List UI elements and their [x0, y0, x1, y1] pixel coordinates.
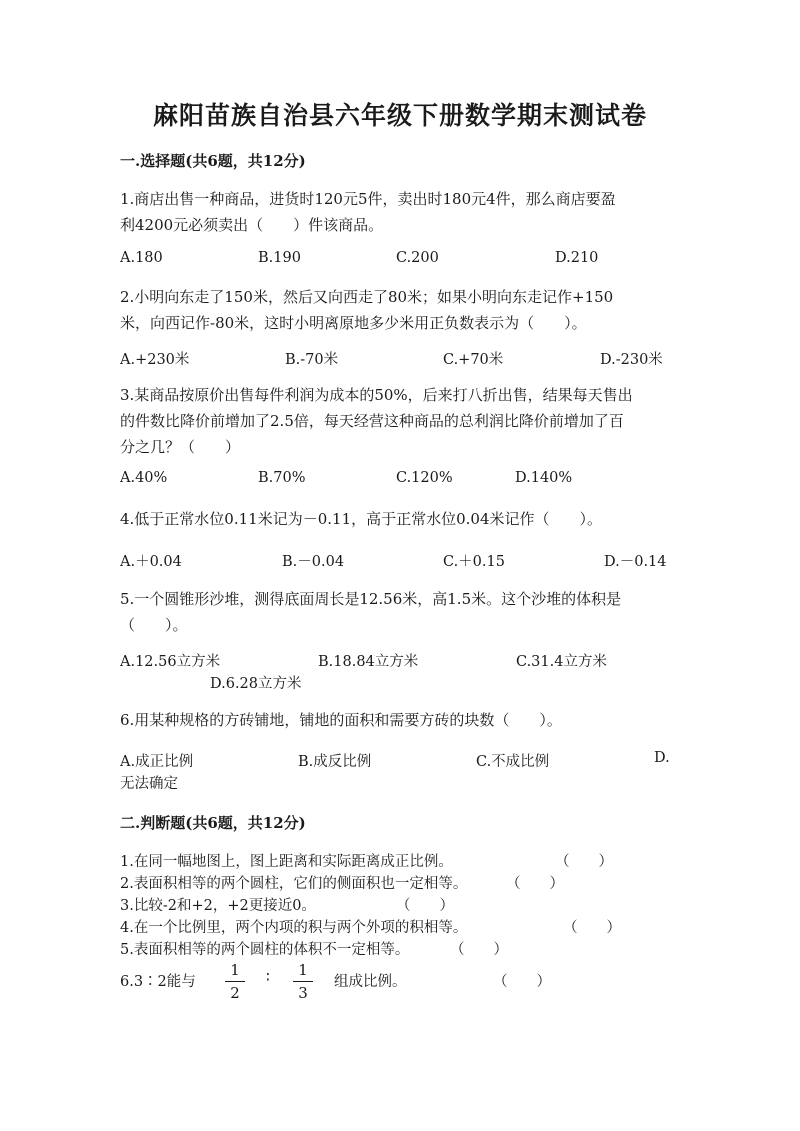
judge-item-6-prefix: 6.3∶2能与	[120, 974, 196, 990]
fraction-numerator: 1	[230, 961, 240, 979]
question-2	[120, 284, 680, 336]
question-line: 的件数比降价前增加了2.5倍，每天经营这种商品的总利润比降价前增加了百	[120, 412, 624, 430]
option-c: C.+70米	[443, 352, 504, 368]
option-b: B.成反比例	[298, 754, 372, 770]
fraction-numerator: 1	[298, 961, 308, 979]
option-a: A.12.56立方米	[120, 654, 221, 670]
question-4	[120, 506, 680, 532]
judge-item-3: 3.比较-2和+2，+2更接近0。	[120, 898, 316, 914]
option-c: C.不成比例	[476, 754, 550, 770]
page-title: 麻阳苗族自治县六年级下册数学期末测试卷	[152, 101, 647, 130]
judge-item-6-suffix: 组成比例。	[334, 974, 407, 990]
question-1	[120, 186, 680, 238]
fraction-denominator: 2	[230, 984, 240, 1002]
option-b: B.190	[258, 250, 301, 266]
fraction-one-third	[291, 960, 315, 1003]
option-c: C.120%	[396, 470, 453, 486]
option-d: D.－0.14	[604, 554, 667, 570]
question-line: 3.某商品按原价出售每件利润为成本的50%，后来打八折出售，结果每天售出	[120, 386, 633, 404]
option-d: D.	[654, 750, 670, 766]
judge-paren-3: （ ）	[396, 898, 454, 914]
option-c: C.31.4立方米	[516, 654, 607, 670]
judge-paren-5: （ ）	[450, 942, 508, 958]
option-a: A.180	[120, 250, 163, 266]
question-3	[120, 382, 680, 460]
judge-item-1: 1.在同一幅地图上，图上距离和实际距离成正比例。	[120, 854, 453, 870]
ratio-colon: ∶	[266, 970, 270, 986]
option-b: B.70%	[258, 470, 306, 486]
option-a: A.+230米	[120, 352, 190, 368]
option-d: D.-230米	[600, 352, 663, 368]
option-d: D.140%	[515, 470, 573, 486]
fraction-bar	[225, 981, 245, 982]
question-line: 5.一个圆锥形沙堆，测得底面周长是12.56米，高1.5米。这个沙堆的体积是	[120, 590, 622, 608]
judge-paren-2: （ ）	[506, 876, 564, 892]
option-c: C.＋0.15	[443, 554, 505, 570]
option-d: D.210	[555, 250, 599, 266]
option-a: A.＋0.04	[120, 554, 182, 570]
judge-paren-6: （ ）	[493, 974, 551, 990]
judge-paren-1: （ ）	[555, 854, 613, 870]
option-b: B.－0.04	[282, 554, 345, 570]
option-a: A.成正比例	[120, 754, 194, 770]
judge-item-4: 4.在一个比例里，两个内项的积与两个外项的积相等。	[120, 920, 468, 936]
fraction-bar	[293, 981, 313, 982]
fraction-denominator: 3	[298, 984, 308, 1002]
question-line: 分之几？（ ）	[120, 438, 241, 456]
option-a: A.40%	[120, 470, 168, 486]
question-5	[120, 586, 680, 638]
option-b: B.18.84立方米	[318, 654, 419, 670]
judge-paren-4: （ ）	[563, 920, 621, 936]
question-line: （ ）。	[120, 616, 188, 634]
option-b: B.-70米	[285, 352, 339, 368]
section-title-judge: 二.判断题(共6题，共12分)	[120, 814, 306, 832]
question-line: 4.低于正常水位0.11米记为－0.11，高于正常水位0.04米记作（ ）。	[120, 510, 603, 528]
option-d: D.6.28立方米	[210, 676, 302, 692]
question-6	[120, 707, 680, 733]
question-line: 6.用某种规格的方砖铺地，铺地的面积和需要方砖的块数（ ）。	[120, 711, 562, 729]
question-line: 1.商店出售一种商品，进货时120元5件，卖出时180元4件，那么商店要盈	[120, 190, 616, 208]
fraction-one-half	[223, 960, 247, 1003]
question-line: 米，向西记作-80米，这时小明离原地多少米用正负数表示为（ ）。	[120, 314, 587, 332]
question-line: 2.小明向东走了150米，然后又向西走了80米；如果小明向东走记作+150	[120, 288, 614, 306]
option-c: C.200	[396, 250, 439, 266]
section-title-choice: 一.选择题(共6题，共12分)	[120, 152, 306, 170]
question-line: 利4200元必须卖出（ ）件该商品。	[120, 216, 384, 234]
judge-item-5: 5.表面积相等的两个圆柱的体积不一定相等。	[120, 942, 410, 958]
judge-item-2: 2.表面积相等的两个圆柱，它们的侧面积也一定相等。	[120, 876, 468, 892]
option-d-text: 无法确定	[120, 776, 178, 792]
